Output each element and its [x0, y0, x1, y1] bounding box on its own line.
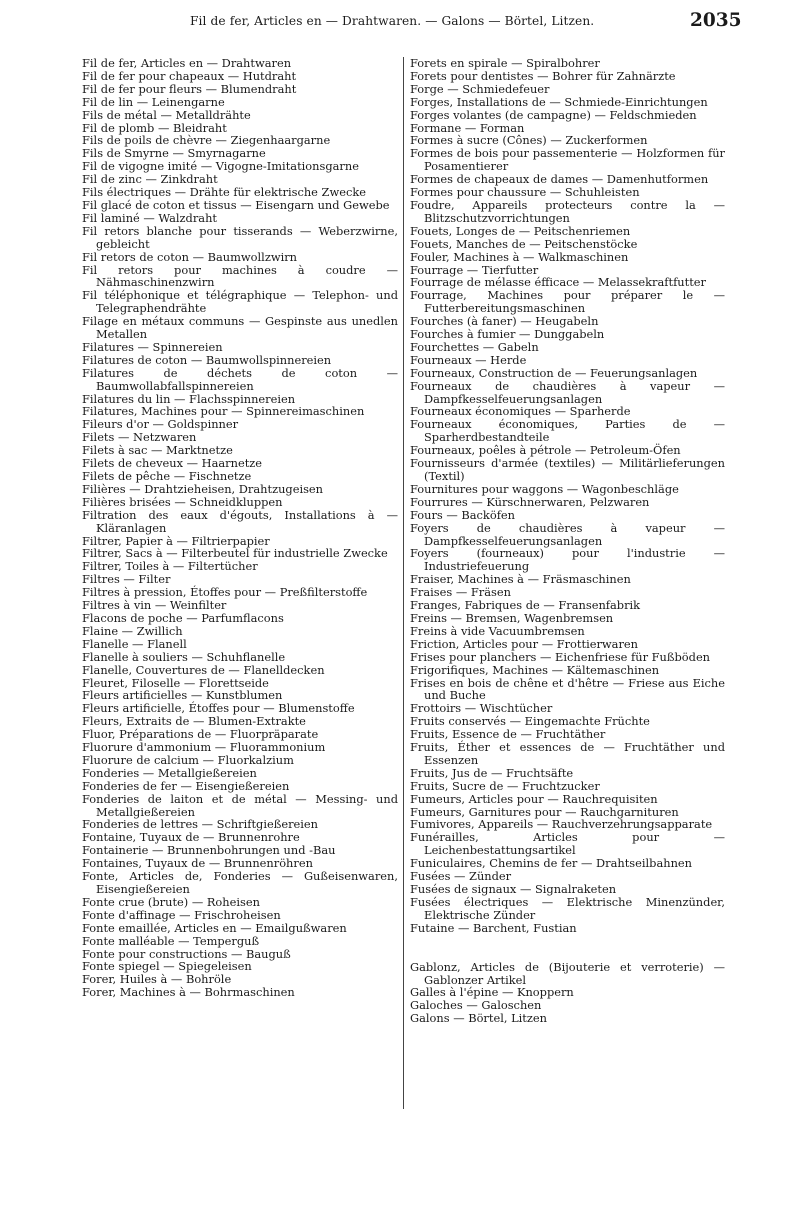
index-entry: Fil laminé — Walzdraht — [82, 210, 217, 225]
index-entry: Fil de lin — Leinengarne — [82, 94, 225, 109]
index-entry: Fil de vigogne imité — Vigogne-Imitationsgarne — [82, 159, 359, 174]
index-entry: Fil de fer pour fleurs — Blumendraht — [82, 81, 297, 96]
index-entry: Fonderies de lettres — Schriftgießereien — [82, 817, 318, 832]
index-entry: Fourneaux économiques, Parties de — Sparherdbestandteile — [410, 417, 725, 445]
index-entry: Fil de fer pour chapeaux — Hutdraht — [82, 68, 297, 83]
running-head: Fil de fer, Articles en — Drahtwaren. — Galons — Börtel, Litzen. — [190, 14, 595, 28]
index-entry: Fontaines, Tuyaux de — Brunnenröhren — [82, 856, 313, 871]
index-entry: Foyers (fourneaux) pour l'industrie — Industriefeuerung — [410, 546, 725, 574]
index-entry: Fusées électriques — Elektrische Minenzünder, Elektrische Zünder — [410, 894, 725, 922]
index-entry: Fourrage — Tierfutter — [410, 262, 539, 277]
index-entry: Fluorure d'ammonium — Fluorammonium — [82, 740, 326, 755]
index-entry: Fumivores, Appareils — Rauchverzehrungsapparate — [410, 817, 713, 832]
index-entry: Fil retors blanche pour tisserands — Weberzwirne, gebleicht — [82, 223, 398, 251]
index-entry: Formes à sucre (Cônes) — Zuckerformen — [410, 133, 648, 148]
index-entry: Fruits, Essence de — Fruchtäther — [410, 727, 606, 742]
index-entry: Fourneaux de chaudières à vapeur — Dampfkesselfeuerungsanlagen — [410, 378, 725, 406]
index-entry: Foudre, Appareils protecteurs contre la — Blitzschutzvorrichtungen — [410, 197, 725, 225]
index-entry: Fumeurs, Garnitures pour — Rauchgarnituren — [410, 804, 679, 819]
right-column — [410, 57, 725, 1025]
index-entry: Fil de plomb — Bleidraht — [82, 120, 227, 135]
index-entry: Frigorifiques, Machines — Kältemaschinen — [410, 662, 660, 677]
index-entry: Fonte crue (brute) — Roheisen — [82, 894, 260, 909]
index-entry: Fournitures pour waggons — Wagonbeschläge — [410, 481, 679, 496]
index-entry: Foyers de chaudières à vapeur — Dampfkesselfeuerungsanlagen — [410, 520, 725, 548]
index-entry: Fouets, Longes de — Peitschenriemen — [410, 223, 631, 238]
index-entry: Frises en bois de chêne et d'hêtre — Friese aus Eiche und Buche — [410, 675, 725, 703]
index-entry: Flanelle — Flanell — [82, 636, 187, 651]
index-entry: Galoches — Galoschen — [410, 998, 542, 1013]
index-entry: Futaine — Barchent, Fustian — [410, 920, 577, 935]
index-entry: Forer, Huiles à — Bohröle — [82, 972, 232, 987]
index-entry: Frises pour planchers — Eichenfriese für Fußböden — [410, 649, 711, 664]
index-entry: Fourrage, Machines pour préparer le — Futterbereitungsmaschinen — [410, 288, 725, 316]
index-entry: Forges volantes (de campagne) — Feldschmieden — [410, 107, 697, 122]
index-entry: Gablonz, Articles de (Bijouterie et verroterie) — Gablonzer Artikel — [410, 959, 725, 987]
index-entry: Fonderies de laiton et de métal — Messing- und Metallgießereien — [82, 791, 398, 819]
index-entry: Filets de pêche — Fischnetze — [82, 469, 252, 483]
index-entry: Fil de zinc — Zinkdraht — [82, 172, 218, 187]
index-entry: Fonderies — Metallgießereien — [82, 765, 257, 780]
index-entry: Fluorure de calcium — Fluorkalzium — [82, 752, 294, 767]
section-gap — [410, 935, 725, 961]
index-entry: Fruits, Sucre de — Fruchtzucker — [410, 778, 600, 793]
index-entry: Fourchettes — Gabeln — [410, 339, 539, 354]
index-entry: Fusées de signaux — Signalraketen — [410, 882, 617, 896]
index-entry: Fonte spiegel — Spiegeleisen — [82, 959, 252, 974]
index-entry: Filatures du lin — Flachsspinnereien — [82, 391, 296, 406]
index-entry: Formes de chapeaux de dames — Damenhutformen — [410, 172, 709, 187]
index-entry: Forets pour dentistes — Bohrer für Zahnärzte — [410, 68, 676, 83]
index-entry: Fourrage de mélasse éfficace — Melassekraftfutter — [410, 275, 706, 290]
page-number: 2035 — [690, 10, 742, 31]
index-entry: Filtration des eaux d'égouts, Installations à — Kläranlagen — [82, 507, 398, 535]
index-entry: Filatures de coton — Baumwollspinnereien — [82, 352, 332, 367]
index-entry: Fruits conservés — Eingemachte Früchte — [410, 714, 650, 729]
index-entry: Fonte, Articles de, Fonderies — Gußeisenwaren, Eisengießereien — [82, 869, 398, 896]
index-entry: Formane — Forman — [410, 120, 525, 135]
index-entry: Filtres à pression, Étoffes pour — Preßfilterstoffe — [82, 585, 368, 600]
index-entry: Fourneaux, poêles à pétrole — Petroleum-Öfen — [410, 443, 681, 458]
index-entry: Fonte pour constructions — Bauguß — [82, 946, 291, 961]
index-entry: Fonte malléable — Temperguß — [82, 933, 260, 948]
index-entry: Formes pour chaussure — Schuhleisten — [410, 185, 640, 200]
index-entry: Fileurs d'or — Goldspinner — [82, 417, 239, 432]
index-entry: Fourches (à faner) — Heugabeln — [410, 314, 599, 329]
index-entry: Fonderies de fer — Eisengießereien — [82, 778, 290, 793]
index-entry: Fonte emaillée, Articles en — Emailgußwaren — [82, 920, 347, 935]
index-entry: Fils de Smyrne — Smyrnagarne — [82, 146, 266, 161]
index-entry: Frottoirs — Wischtücher — [410, 701, 553, 716]
index-entry: Fil retors pour machines à coudre — Nähmaschinenzwirn — [82, 262, 398, 290]
index-entry: Fours — Backöfen — [410, 507, 515, 522]
index-entry: Friction, Articles pour — Frottierwaren — [410, 636, 638, 651]
index-entry: Filatures — Spinnereien — [82, 339, 223, 354]
index-entry: Fraises — Fräsen — [410, 585, 511, 600]
index-entry: Fils de poils de chèvre — Ziegenhaargarne — [82, 133, 331, 148]
index-entry: Filtrer, Toiles à — Filtertücher — [82, 559, 258, 574]
index-entry: Flaine — Zwillich — [82, 623, 183, 638]
index-entry: Fraiser, Machines à — Fräsmaschinen — [410, 572, 631, 587]
index-entry: Filières — Drahtzieheisen, Drahtzugeisen — [82, 481, 324, 496]
index-entry: Forges, Installations de — Schmiede-Einrichtungen — [410, 94, 708, 109]
index-entry: Filets — Netzwaren — [82, 430, 197, 445]
index-entry: Fourneaux économiques — Sparherde — [410, 404, 631, 419]
index-entry: Funérailles, Articles pour — Leichenbestattungsartikel — [410, 830, 725, 858]
index-entry: Galons — Börtel, Litzen — [410, 1011, 547, 1026]
index-entry: Fleuret, Filoselle — Florettseide — [82, 675, 269, 690]
index-entry: Fumeurs, Articles pour — Rauchrequisiten — [410, 791, 658, 806]
index-entry: Fleurs, Extraits de — Blumen-Extrakte — [82, 714, 306, 729]
index-entry: Fil retors de coton — Baumwollzwirn — [82, 249, 298, 264]
index-entry: Filtrer, Sacs à — Filterbeutel für industrielle Zwecke — [82, 546, 388, 561]
index-entry: Fontainerie — Brunnenbohrungen und -Bau — [82, 843, 336, 858]
index-entry: Flanelle à souliers — Schuhflanelle — [82, 649, 286, 664]
index-entry: Filets à sac — Marktnetze — [82, 443, 233, 458]
index-entry: Filage en métaux communs — Gespinste aus unedlen Metallen — [82, 314, 398, 342]
index-entry: Filtres — Filter — [82, 572, 171, 587]
index-entry: Fusées — Zünder — [410, 869, 512, 884]
index-entry: Fils de métal — Metalldrähte — [82, 107, 251, 122]
index-entry: Fontaine, Tuyaux de — Brunnenrohre — [82, 830, 300, 845]
index-entry: Flacons de poche — Parfumflacons — [82, 610, 284, 625]
left-column — [82, 57, 398, 999]
index-entry: Fourrures — Kürschnerwaren, Pelzwaren — [410, 494, 650, 509]
index-entry: Fil de fer, Articles en — Drahtwaren — [82, 56, 292, 70]
index-entry: Forer, Machines à — Bohrmaschinen — [82, 985, 295, 1000]
index-entry: Fourneaux — Herde — [410, 352, 527, 367]
index-entry: Fluor, Préparations de — Fluorpräparate — [82, 727, 319, 742]
index-entry: Filatures de déchets de coton — Baumwollabfallspinnereien — [82, 365, 398, 393]
index-entry: Galles à l'épine — Knoppern — [410, 985, 574, 1000]
index-entry: Filières brisées — Schneidkluppen — [82, 494, 283, 509]
index-entry: Fruits, Éther et essences de — Fruchtäther und Essenzen — [410, 740, 725, 767]
index-entry: Fleurs artificielle, Étoffes pour — Blumenstoffe — [82, 701, 355, 716]
index-entry: Filtres à vin — Weinfilter — [82, 598, 227, 613]
index-entry: Flanelle, Couvertures de — Flanelldecken — [82, 662, 325, 677]
index-entry: Funiculaires, Chemins de fer — Drahtseilbahnen — [410, 856, 692, 871]
index-entry: Filets de cheveux — Haarnetze — [82, 456, 263, 471]
index-entry: Fouler, Machines à — Walkmaschinen — [410, 249, 629, 264]
index-entry: Fonte d'affinage — Frischroheisen — [82, 907, 281, 922]
index-entry: Fil glacé de coton et tissus — Eisengarn und Gewebe — [82, 197, 390, 212]
index-entry: Freins — Bremsen, Wagenbremsen — [410, 610, 614, 625]
index-entry: Forets en spirale — Spiralbohrer — [410, 56, 600, 70]
page-header — [0, 10, 803, 36]
index-entry: Fourneaux, Construction de — Feuerungsanlagen — [410, 365, 698, 380]
column-divider — [403, 57, 404, 1109]
index-entry: Forge — Schmiedefeuer — [410, 81, 550, 96]
index-entry: Fouets, Manches de — Peitschenstöcke — [410, 236, 638, 251]
index-entry: Formes de bois pour passementerie — Holzformen für Posamentierer — [410, 146, 725, 174]
index-entry: Fleurs artificielles — Kunstblumen — [82, 688, 283, 703]
index-entry: Filtrer, Papier à — Filtrierpapier — [82, 533, 270, 548]
index-entry: Fournisseurs d'armée (textiles) — Militärlieferungen (Textil) — [410, 456, 725, 483]
index-entry: Fil téléphonique et télégraphique — Telephon- und Telegraphendrähte — [82, 288, 398, 316]
index-entry: Freins à vide Vacuumbremsen — [410, 623, 585, 638]
index-entry: Filatures, Machines pour — Spinnereimaschinen — [82, 404, 365, 419]
index-entry: Fourches à fumier — Dunggabeln — [410, 327, 605, 342]
index-entry: Fruits, Jus de — Fruchtsäfte — [410, 765, 574, 780]
index-entry: Fils électriques — Drähte für elektrische Zwecke — [82, 185, 366, 200]
index-entry: Franges, Fabriques de — Fransenfabrik — [410, 598, 641, 613]
